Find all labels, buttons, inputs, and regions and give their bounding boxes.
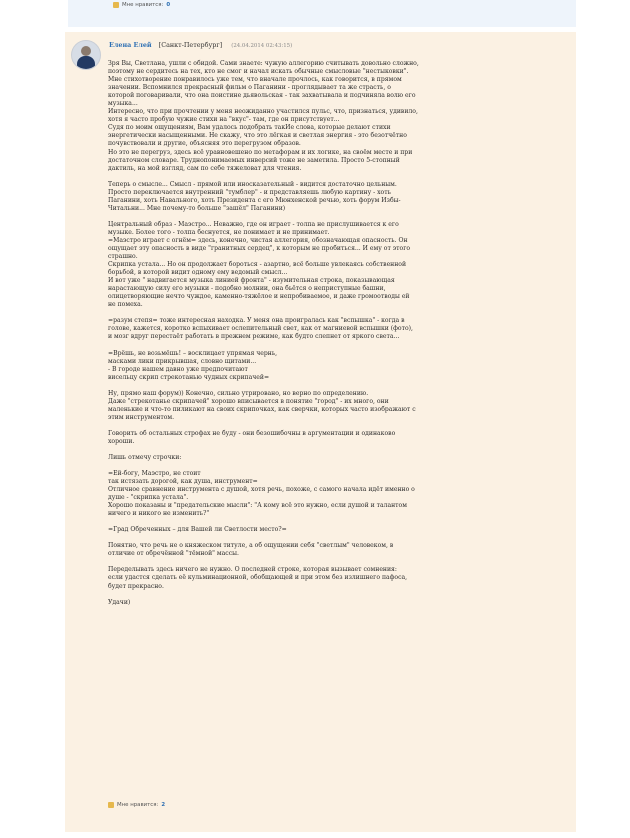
comment-paragraph [108, 566, 553, 590]
comment-line: Паганини, хоть Навального, хоть Президента с его Мюнхенской речью, хоть форум Избы- [108, 196, 401, 204]
like-count[interactable]: 0 [166, 2, 171, 8]
comment-line: Читальни... Мне почему-то больше "зашёл" Паганини) [108, 204, 286, 212]
comment-line: Просто переключается внутренний "тумблер" - и представляешь любую картину - хоть [108, 188, 391, 196]
comment-line: ничего и никого не изменить?" [108, 510, 210, 518]
comment-line: Интересно, что при прочтении у меня неожиданно участился пульс, что, признаться, удивило, [108, 108, 418, 116]
comment-paragraph [108, 317, 553, 341]
comment-line: Но это не перегруз, здесь всё уравновешено по метафорам и их логике, на своём месте и при [108, 148, 413, 156]
comment-line: голове, кажется, коротко вспыхивает ослепительный свет, как от магниевой вспышки (фото), [108, 325, 413, 333]
comment-line: значении. Вспомнился прекрасный фильм о Паганини - проглядывает та же страсть, о [108, 84, 391, 92]
comment-paragraph [108, 221, 553, 310]
comment-line: =Град Обреченных – для Вашей ли Светлости место?= [108, 526, 287, 534]
comment-line: =разум степя= тоже интересная находка. У меня она проигралась как "вспышка" - когда в [108, 317, 405, 325]
comment-line: - В городе нашем давно уже предпочитают [108, 365, 248, 373]
comment-line: маленькие и что-то пиликают на своих скрипочках, как сверчки, которых часто изображают с [108, 405, 416, 413]
thumbs-up-icon[interactable] [108, 802, 114, 808]
like-label: Мне нравится: [122, 2, 164, 8]
comment-paragraph [108, 350, 553, 382]
author-city: [Санкт-Петербург] [158, 41, 223, 49]
comment-paragraph [108, 60, 553, 173]
comment-date: (24.04.2014 02:43:15) [231, 43, 293, 49]
comment-line: душе - "скрипка устала". [108, 494, 189, 502]
comment-line: Теперь о смысле... Смысл - прямой или иносказательный - видится достаточно цельным. [108, 180, 397, 188]
comment-line: ощущает эту опасность в виде "гранитных сердец", к которым не пробиться... И ему от этого [108, 244, 411, 252]
comment-line: хороши. [108, 437, 135, 445]
comment-line: страшно. [108, 253, 138, 261]
comment-line: Переделывать здесь ничего не нужно. О последней строке, которая вызывает сомнения: [108, 566, 397, 574]
comment-line: =Ей-богу, Маэстро, не стоит [108, 470, 201, 478]
comment-line: отличие от обречённой "тёмной" массы. [108, 550, 239, 558]
comment-line: музыке. Более того - толпа беснуется, не понимает и не принимает. [108, 228, 330, 236]
comment-line: Лишь отмечу строчки: [108, 453, 182, 461]
comment-line: =Маэстро играет с огнём= здесь, конечно, чистая аллегория, обозначающая опасность. Он [108, 236, 408, 244]
comment-line: Скрипка устала... Но он продолжает бороться - азартно, всё больше увлекаясь собственной [108, 261, 407, 269]
comment-line: почувствовали и другие, объясняя это перегрузом образов. [108, 140, 301, 148]
comment-line: дактиль, на мой взгляд, сам по себе тяжеловат для чтения. [108, 164, 302, 172]
comment-paragraph [108, 390, 553, 422]
comment-header [109, 41, 292, 49]
comment-line: масками лики прикрывшая, словно щитами... [108, 357, 257, 365]
comment-line: Зря Вы, Светлана, ушли с обидой. Сами знаете: чужую аллегорию считывать довольно сложно, [108, 60, 419, 67]
comment-text [108, 60, 553, 615]
like-widget[interactable] [113, 2, 170, 8]
comment-line: Даже "стрекотанье скрипачей" хорошо вписывается в понятие "город" - их много, они [108, 397, 389, 405]
like-label: Мне нравится: [117, 802, 159, 808]
comment-line: Хорошо показаны и "предательские мысли": "А кому всё это нужно, если душой и талантом [108, 502, 407, 510]
avatar-body [77, 56, 95, 70]
comment-line: висельцу скрип стрекотанью чудных скрипачей= [108, 373, 270, 381]
comment-line: Мне стихотворение понравилось уже тем, что вначале прочлось, как говорится, в прямом [108, 76, 402, 84]
comment-line: достаточном словаре. Труднопонимаемых инверсий тоже не заметила. Просто 5-стопный [108, 156, 400, 164]
comment-like-widget[interactable] [108, 802, 165, 808]
comment-line: поэтому не сердитесь на тех, кто не смог и начал искать обычные смысловые "нестыковки". [108, 68, 409, 76]
comment-paragraph [108, 526, 553, 534]
comment-line: нарастающую силу его музыки - подобно молнии, она бьётся о неприступные башни, [108, 285, 386, 293]
comment-line: которой поговаривали, что она поистине дьявольская - так захватывала и подчиняла волю его [108, 92, 416, 100]
comment-line: Говорить об остальных строфах не буду - они безошибочны в аргументации и одинаково [108, 429, 396, 437]
like-count[interactable]: 2 [161, 802, 166, 808]
comment-line: не помеха. [108, 301, 143, 309]
avatar[interactable] [71, 40, 101, 70]
comment-line: музыка... [108, 100, 138, 108]
avatar-head [81, 46, 91, 56]
comment-line: хотя я часто пробую чужие стихи на "вкус"- там, где он присутствует... [108, 116, 340, 124]
comment-line: Судя по моим ощущениям, Вам удалось подобрать такИе слова, которые делают стихи [108, 124, 391, 132]
comment-line: олицетворяющие нечто чуждое, каменно-тяжёлое и непробиваемое, и даже громоотводы ей [108, 293, 410, 301]
comment-paragraph [108, 470, 553, 518]
comment-paragraph [108, 599, 553, 607]
comment-line: борьбой, в которой видит одному ему ведомый смысл... [108, 269, 288, 277]
comment-paragraph [108, 181, 553, 213]
comment-paragraph [108, 430, 553, 446]
comment-paragraph [108, 542, 553, 558]
thumbs-up-icon[interactable] [113, 2, 119, 8]
comment-line: Центральный образ - Маэстро... Неважно, где он играет - толпа не прислушивается к его [108, 220, 399, 228]
comment-line: Ну, прямо наш форум)) Конечно, сильно утрировано, но верно по определению. [108, 389, 369, 397]
previous-comment-footer [68, 0, 576, 27]
comment-line: Понятно, что речь не о княжеском титуле, а об ощущении себя "светлым" человеком, в [108, 542, 394, 550]
comment-line: энергетически насыщенными. Не скажу, что это лёгкая и светлая энергия - это безотчётно [108, 132, 407, 140]
comment-line: и мозг вдруг перестаёт работать в прежнем режиме, как будто слепнет от яркого света... [108, 333, 400, 341]
comment-line: И вот уже " надвигается музыка линией фронта" - изумительная строка, показывающая [108, 277, 395, 285]
comment-line: так истязать дорогой, как душа, инструмент= [108, 478, 258, 486]
comment-card [65, 32, 576, 832]
comment-line: =Врёшь, не возьмёшь! – восклицает упрямая чернь, [108, 349, 278, 357]
comment-line: этим инструментом. [108, 413, 175, 421]
comment-paragraph [108, 454, 553, 462]
comment-line: будет прекрасно. [108, 582, 164, 590]
comment-line: Отличное сравнение инструмента с душой, хотя речь, похоже, с самого начала идёт именно о [108, 486, 415, 494]
comment-line: если удастся сделать её кульминационной, обобщающей и при этом без излишнего пафоса, [108, 574, 408, 582]
comment-line: Удачи) [108, 598, 131, 606]
author-link[interactable]: Елена Елей [109, 41, 152, 49]
